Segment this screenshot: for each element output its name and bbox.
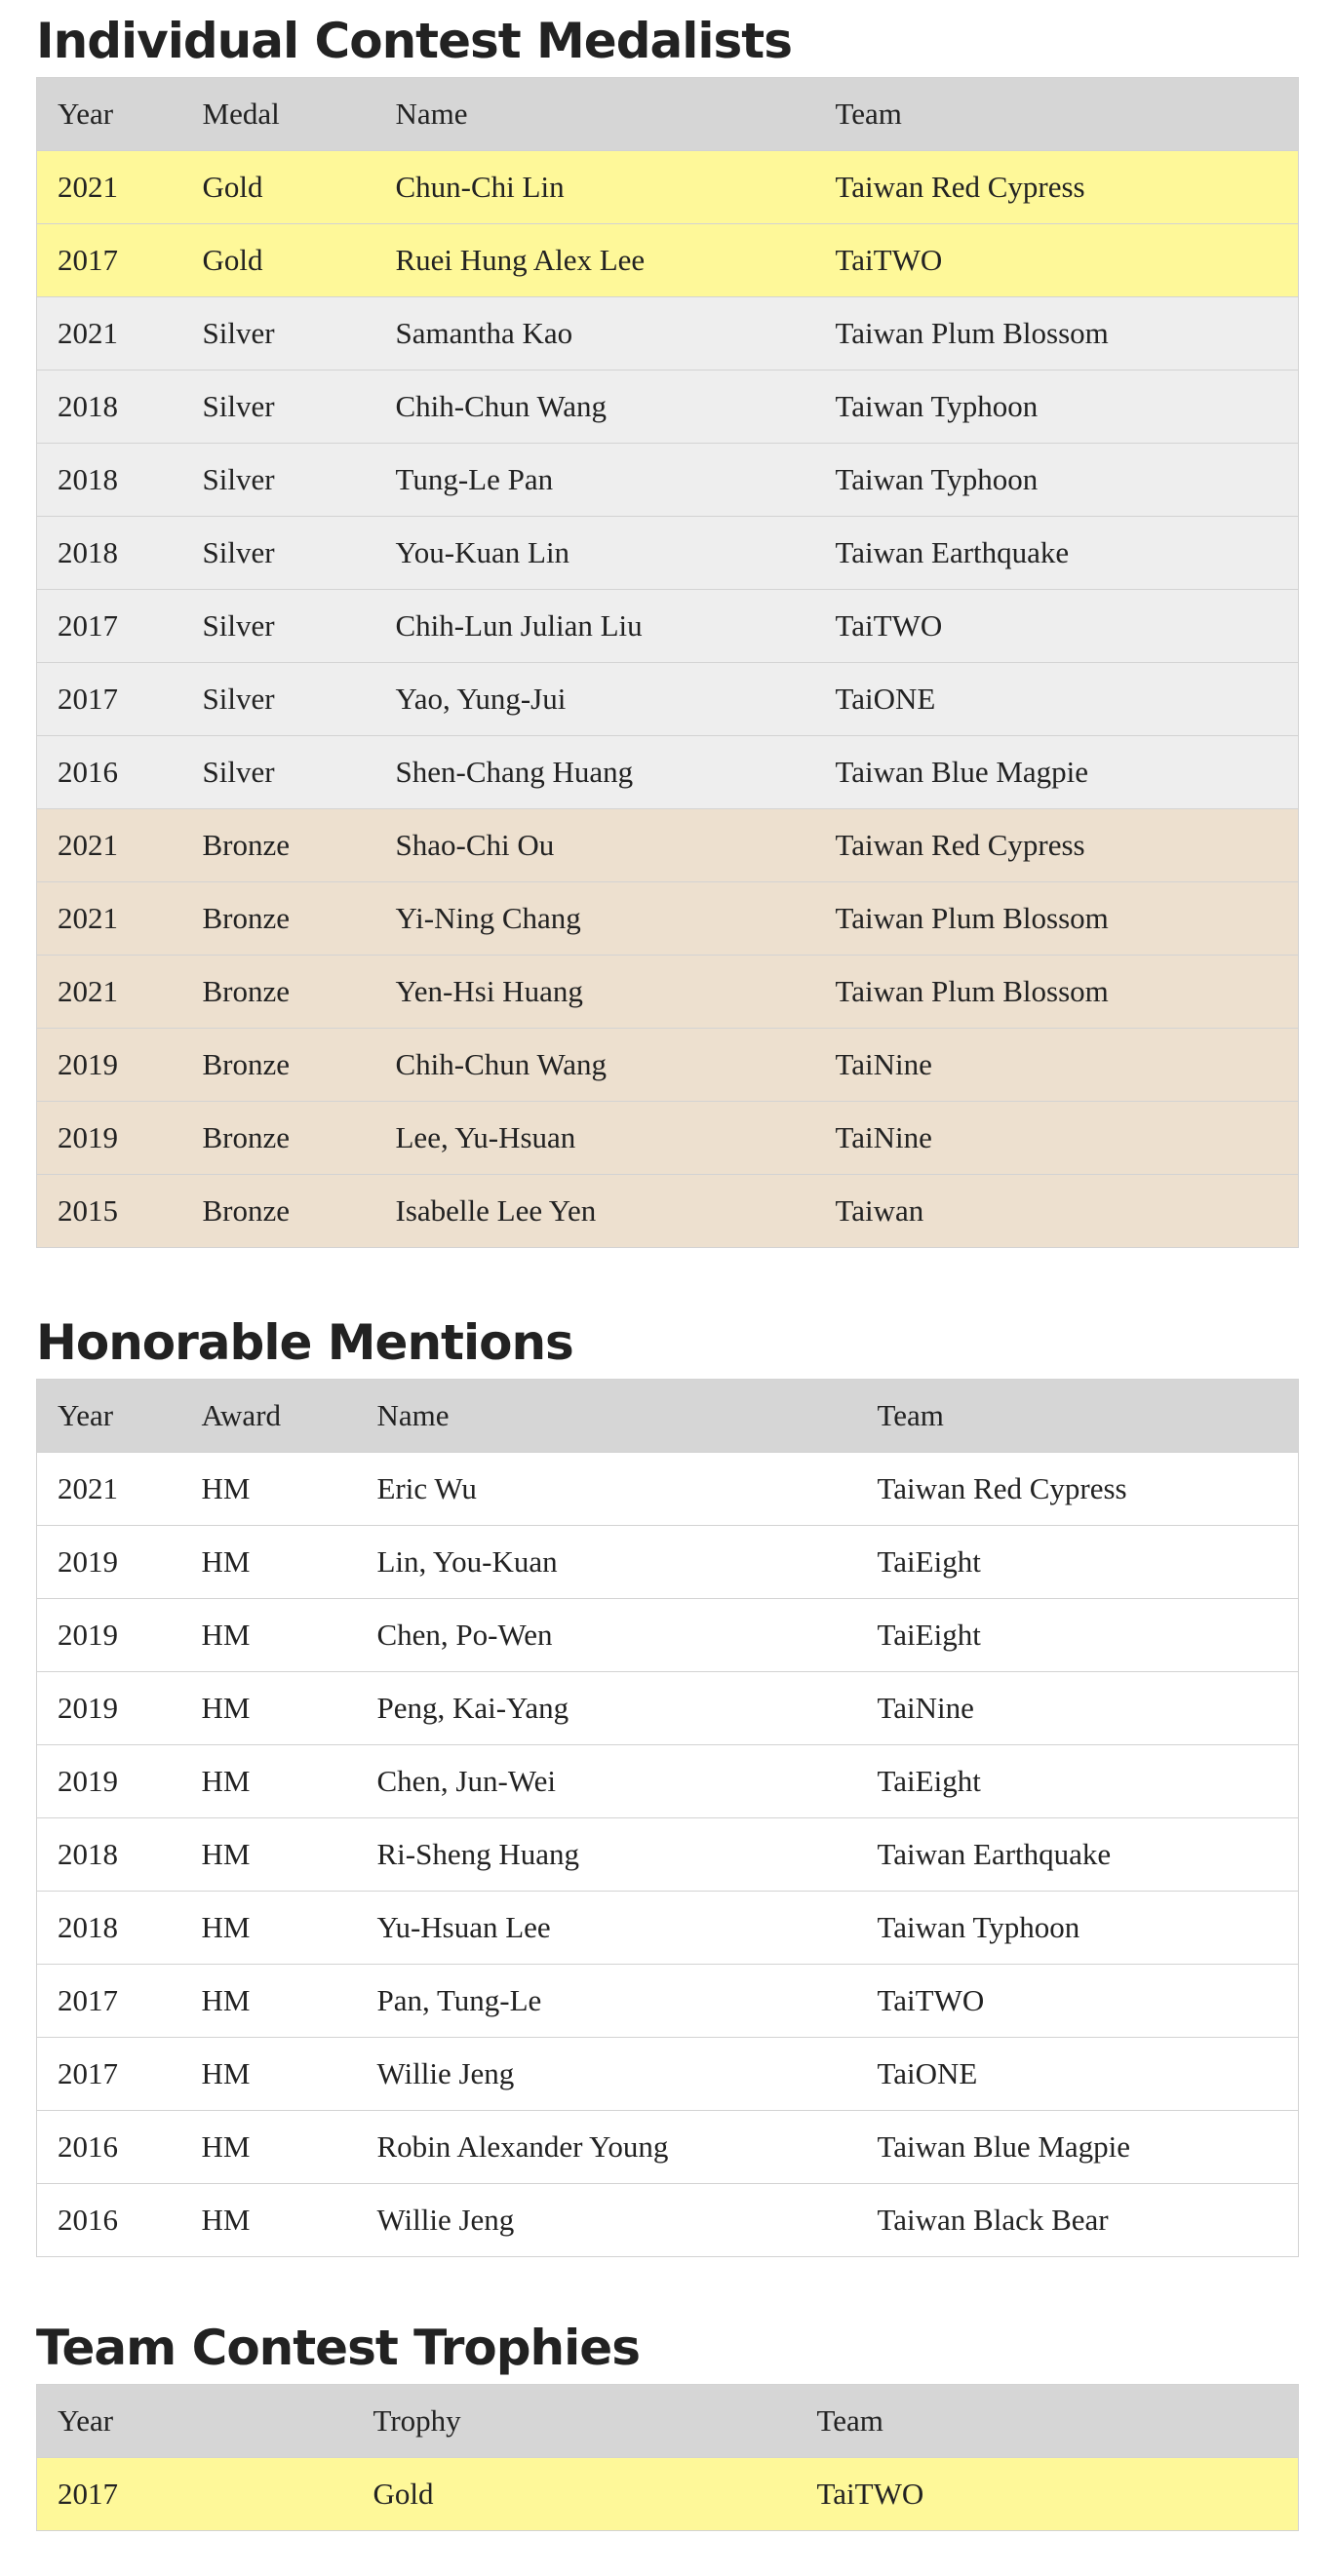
- cell-team: TaiNine: [815, 1029, 1299, 1102]
- cell-year: 2017: [37, 1965, 181, 2038]
- cell-name: Yao, Yung-Jui: [375, 663, 815, 736]
- cell-year: 2018: [37, 1892, 181, 1965]
- column-header-name: Name: [375, 78, 815, 151]
- honorable-section: [36, 1315, 1299, 2257]
- cell-name: Peng, Kai-Yang: [357, 1672, 857, 1745]
- cell-team: Taiwan Plum Blossom: [815, 882, 1299, 956]
- table-row: [37, 444, 1299, 517]
- table-row: [37, 371, 1299, 444]
- cell-award: HM: [181, 1453, 357, 1526]
- cell-medal: Bronze: [182, 956, 375, 1029]
- cell-name: Lin, You-Kuan: [357, 1526, 857, 1599]
- cell-team: Taiwan Earthquake: [857, 1818, 1299, 1892]
- trophies-section: [36, 2321, 1299, 2531]
- table-row: [37, 224, 1299, 297]
- table-row: [37, 1029, 1299, 1102]
- cell-medal: Silver: [182, 736, 375, 809]
- table-row: [37, 882, 1299, 956]
- cell-year: 2021: [37, 956, 182, 1029]
- cell-name: Tung-Le Pan: [375, 444, 815, 517]
- cell-medal: Silver: [182, 663, 375, 736]
- table-row: [37, 1599, 1299, 1672]
- cell-year: 2019: [37, 1102, 182, 1175]
- table-row: [37, 1672, 1299, 1745]
- honorable-title: Honorable Mentions: [36, 1314, 573, 1371]
- cell-medal: Gold: [182, 151, 375, 224]
- table-row: [37, 2184, 1299, 2257]
- cell-name: Eric Wu: [357, 1453, 857, 1526]
- cell-year: 2018: [37, 444, 182, 517]
- cell-year: 2021: [37, 882, 182, 956]
- cell-team: TaiEight: [857, 1526, 1299, 1599]
- cell-name: Pan, Tung-Le: [357, 1965, 857, 2038]
- table-row: [37, 1818, 1299, 1892]
- cell-medal: Bronze: [182, 1102, 375, 1175]
- cell-name: Ri-Sheng Huang: [357, 1818, 857, 1892]
- column-header-team: Team: [857, 1380, 1299, 1453]
- cell-award: HM: [181, 2111, 357, 2184]
- table-row: [37, 956, 1299, 1029]
- cell-name: Willie Jeng: [357, 2038, 857, 2111]
- cell-name: Chen, Po-Wen: [357, 1599, 857, 1672]
- honorable-table: [36, 1379, 1299, 2257]
- cell-name: Yi-Ning Chang: [375, 882, 815, 956]
- trophies-title: Team Contest Trophies: [36, 2320, 640, 2376]
- cell-team: TaiTWO: [797, 2458, 1299, 2531]
- cell-team: TaiONE: [815, 663, 1299, 736]
- cell-year: 2019: [37, 1029, 182, 1102]
- cell-medal: Silver: [182, 590, 375, 663]
- table-row: [37, 517, 1299, 590]
- medalists-header-row: [37, 78, 1299, 151]
- cell-award: HM: [181, 1599, 357, 1672]
- medalists-title: Individual Contest Medalists: [36, 13, 792, 69]
- cell-name: Chun-Chi Lin: [375, 151, 815, 224]
- cell-name: Shen-Chang Huang: [375, 736, 815, 809]
- cell-team: Taiwan Red Cypress: [815, 151, 1299, 224]
- cell-award: HM: [181, 2184, 357, 2257]
- cell-year: 2017: [37, 224, 182, 297]
- cell-year: 2021: [37, 1453, 181, 1526]
- cell-award: HM: [181, 1892, 357, 1965]
- cell-team: TaiTWO: [857, 1965, 1299, 2038]
- column-header-trophy: Trophy: [353, 2385, 797, 2458]
- table-row: [37, 590, 1299, 663]
- cell-year: 2017: [37, 2458, 353, 2531]
- column-header-name: Name: [357, 1380, 857, 1453]
- cell-team: Taiwan Typhoon: [815, 371, 1299, 444]
- column-header-year: Year: [37, 78, 182, 151]
- cell-team: TaiONE: [857, 2038, 1299, 2111]
- cell-name: Yen-Hsi Huang: [375, 956, 815, 1029]
- cell-name: Robin Alexander Young: [357, 2111, 857, 2184]
- cell-year: 2018: [37, 1818, 181, 1892]
- cell-year: 2019: [37, 1745, 181, 1818]
- cell-team: TaiTWO: [815, 590, 1299, 663]
- cell-team: TaiNine: [857, 1672, 1299, 1745]
- cell-team: TaiEight: [857, 1745, 1299, 1818]
- table-row: [37, 663, 1299, 736]
- cell-medal: Bronze: [182, 1175, 375, 1248]
- cell-team: Taiwan Blue Magpie: [857, 2111, 1299, 2184]
- cell-year: 2018: [37, 371, 182, 444]
- cell-name: Yu-Hsuan Lee: [357, 1892, 857, 1965]
- cell-year: 2016: [37, 736, 182, 809]
- table-row: [37, 151, 1299, 224]
- cell-name: Lee, Yu-Hsuan: [375, 1102, 815, 1175]
- cell-year: 2016: [37, 2111, 181, 2184]
- cell-trophy: Gold: [353, 2458, 797, 2531]
- cell-medal: Silver: [182, 444, 375, 517]
- cell-team: Taiwan: [815, 1175, 1299, 1248]
- table-row: [37, 1102, 1299, 1175]
- table-row: [37, 809, 1299, 882]
- cell-team: Taiwan Black Bear: [857, 2184, 1299, 2257]
- cell-year: 2017: [37, 2038, 181, 2111]
- cell-year: 2015: [37, 1175, 182, 1248]
- table-row: [37, 1175, 1299, 1248]
- cell-name: You-Kuan Lin: [375, 517, 815, 590]
- cell-medal: Silver: [182, 297, 375, 371]
- cell-name: Samantha Kao: [375, 297, 815, 371]
- trophies-header-row: [37, 2385, 1299, 2458]
- cell-year: 2018: [37, 517, 182, 590]
- table-row: [37, 736, 1299, 809]
- cell-team: TaiTWO: [815, 224, 1299, 297]
- cell-year: 2019: [37, 1526, 181, 1599]
- cell-name: Chih-Chun Wang: [375, 371, 815, 444]
- cell-year: 2021: [37, 297, 182, 371]
- cell-medal: Silver: [182, 517, 375, 590]
- column-header-team: Team: [797, 2385, 1299, 2458]
- medalists-table: [36, 77, 1299, 1248]
- cell-award: HM: [181, 1526, 357, 1599]
- cell-year: 2021: [37, 809, 182, 882]
- table-row: [37, 2111, 1299, 2184]
- cell-award: HM: [181, 1672, 357, 1745]
- cell-name: Chih-Chun Wang: [375, 1029, 815, 1102]
- cell-year: 2019: [37, 1599, 181, 1672]
- cell-team: Taiwan Blue Magpie: [815, 736, 1299, 809]
- cell-team: Taiwan Red Cypress: [857, 1453, 1299, 1526]
- cell-team: Taiwan Typhoon: [815, 444, 1299, 517]
- table-row: [37, 1965, 1299, 2038]
- medalists-section: [36, 14, 1299, 1248]
- table-row: [37, 1892, 1299, 1965]
- column-header-year: Year: [37, 1380, 181, 1453]
- cell-medal: Bronze: [182, 882, 375, 956]
- table-row: [37, 2038, 1299, 2111]
- cell-year: 2016: [37, 2184, 181, 2257]
- cell-medal: Gold: [182, 224, 375, 297]
- cell-team: TaiEight: [857, 1599, 1299, 1672]
- cell-award: HM: [181, 2038, 357, 2111]
- column-header-team: Team: [815, 78, 1299, 151]
- cell-team: Taiwan Earthquake: [815, 517, 1299, 590]
- table-row: [37, 2458, 1299, 2531]
- honorable-header-row: [37, 1380, 1299, 1453]
- cell-year: 2017: [37, 590, 182, 663]
- column-header-medal: Medal: [182, 78, 375, 151]
- cell-medal: Bronze: [182, 1029, 375, 1102]
- cell-award: HM: [181, 1965, 357, 2038]
- cell-year: 2017: [37, 663, 182, 736]
- cell-team: Taiwan Red Cypress: [815, 809, 1299, 882]
- cell-award: HM: [181, 1818, 357, 1892]
- column-header-award: Award: [181, 1380, 357, 1453]
- cell-name: Chen, Jun-Wei: [357, 1745, 857, 1818]
- cell-medal: Silver: [182, 371, 375, 444]
- cell-name: Chih-Lun Julian Liu: [375, 590, 815, 663]
- cell-award: HM: [181, 1745, 357, 1818]
- cell-year: 2021: [37, 151, 182, 224]
- cell-team: Taiwan Plum Blossom: [815, 297, 1299, 371]
- cell-name: Willie Jeng: [357, 2184, 857, 2257]
- cell-name: Isabelle Lee Yen: [375, 1175, 815, 1248]
- table-row: [37, 1745, 1299, 1818]
- cell-team: Taiwan Plum Blossom: [815, 956, 1299, 1029]
- cell-team: TaiNine: [815, 1102, 1299, 1175]
- cell-name: Shao-Chi Ou: [375, 809, 815, 882]
- trophies-table: [36, 2384, 1299, 2531]
- column-header-year: Year: [37, 2385, 353, 2458]
- table-row: [37, 297, 1299, 371]
- cell-medal: Bronze: [182, 809, 375, 882]
- cell-name: Ruei Hung Alex Lee: [375, 224, 815, 297]
- table-row: [37, 1453, 1299, 1526]
- cell-team: Taiwan Typhoon: [857, 1892, 1299, 1965]
- table-row: [37, 1526, 1299, 1599]
- cell-year: 2019: [37, 1672, 181, 1745]
